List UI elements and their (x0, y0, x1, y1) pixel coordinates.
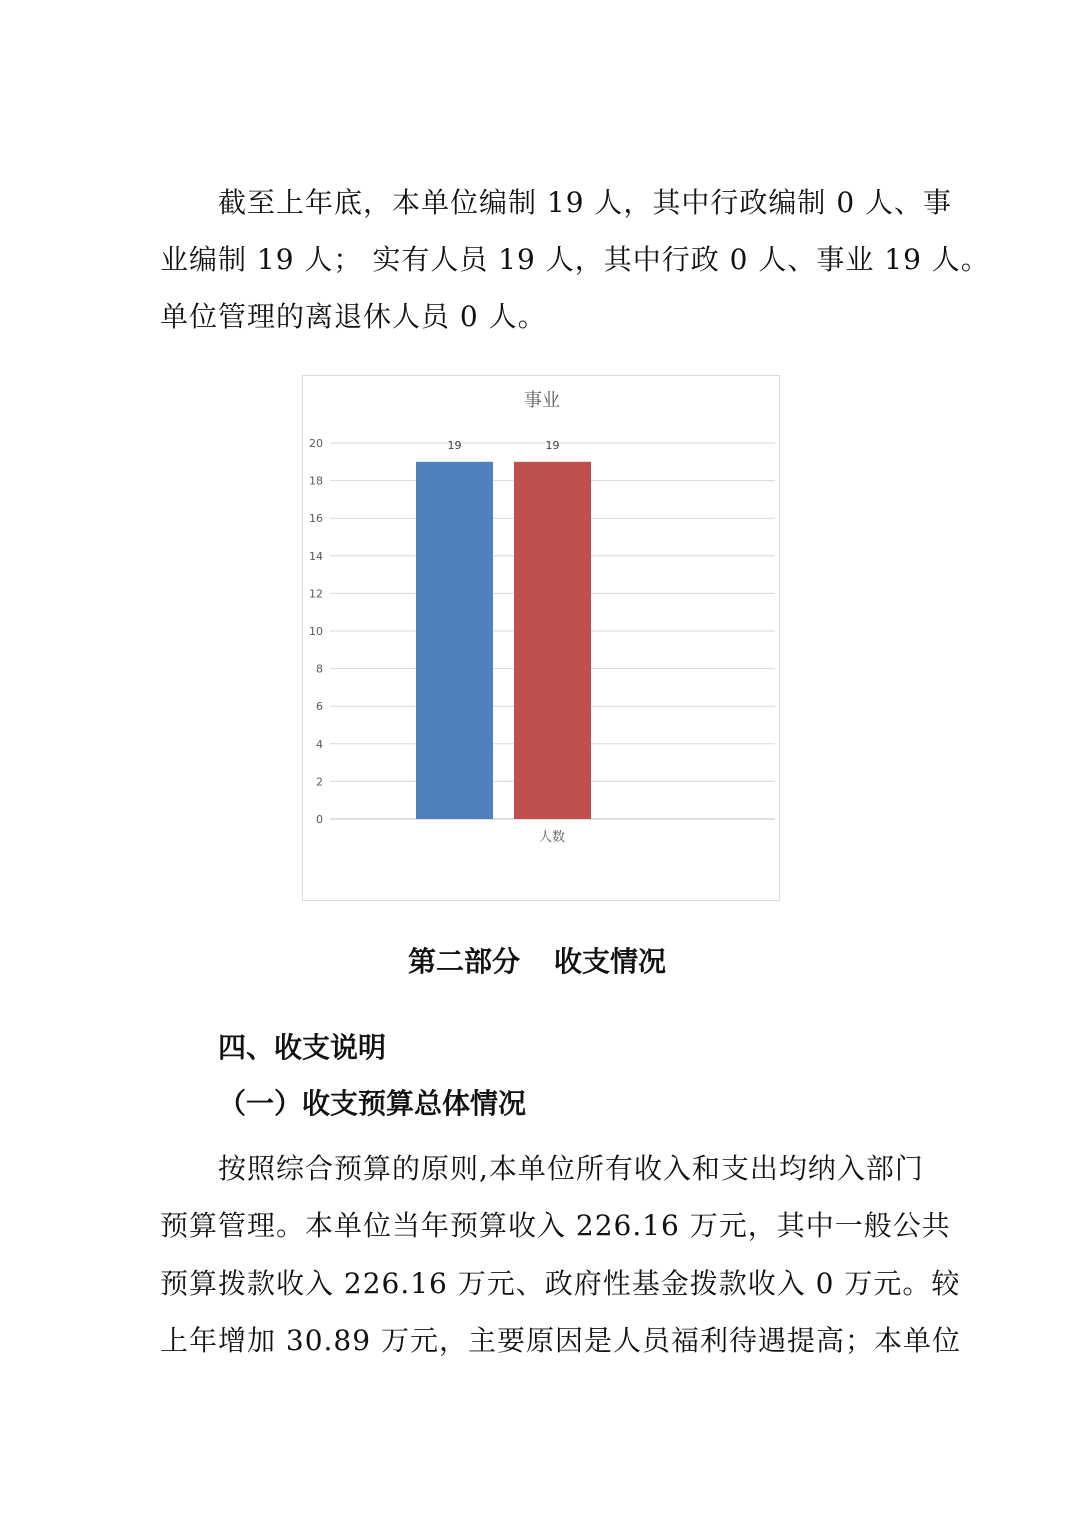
bar (514, 462, 591, 819)
intro-line-1: 截至上年底，本单位编制 19 人，其中行政编制 0 人、事 (218, 186, 953, 219)
y-tick-label: 8 (316, 662, 323, 676)
bar (416, 462, 493, 819)
y-tick-label: 6 (316, 700, 323, 714)
section-heading-4: 四、收支说明 (218, 1031, 387, 1064)
y-tick-label: 14 (309, 549, 323, 563)
body-line-1: 按照综合预算的原则,本单位所有收入和支出均纳入部门 (218, 1152, 924, 1185)
chart-y-axis (309, 437, 323, 826)
chart-title: 事业 (524, 390, 560, 411)
bar-data-label: 19 (545, 438, 560, 452)
subsection-heading-1: （一）收支预算总体情况 (218, 1087, 527, 1120)
y-tick-label: 16 (309, 512, 323, 526)
part-title (0, 940, 1074, 984)
y-tick-label: 0 (316, 813, 323, 826)
body-line-2: 预算管理。本单位当年预算收入 226.16 万元，其中一般公共 (160, 1209, 951, 1242)
y-tick-label: 20 (309, 437, 323, 450)
x-category-label: 人数 (538, 830, 566, 845)
chart-bars (416, 462, 591, 819)
y-tick-label: 12 (309, 587, 323, 601)
part-title-right: 收支情况 (554, 945, 667, 978)
y-tick-label: 18 (309, 474, 323, 488)
y-tick-label: 2 (316, 775, 323, 789)
intro-line-2: 业编制 19 人； 实有人员 19 人，其中行政 0 人、事业 19 人。 (160, 243, 990, 276)
body-line-3: 预算拨款收入 226.16 万元、政府性基金拨款收入 0 万元。较 (160, 1267, 961, 1300)
bar-data-label: 19 (447, 438, 462, 452)
chart-x-axis (539, 829, 565, 845)
part-title-left: 第二部分 (407, 945, 520, 978)
body-line-4: 上年增加 30.89 万元，主要原因是人员福利待遇提高；本单位 (160, 1324, 961, 1357)
staff-bar-chart (302, 375, 780, 901)
y-tick-label: 4 (316, 737, 323, 751)
y-tick-label: 10 (309, 625, 323, 638)
chart-canvas (303, 376, 781, 902)
intro-line-3: 单位管理的离退休人员 0 人。 (160, 300, 547, 333)
chart-data-labels (448, 439, 560, 452)
